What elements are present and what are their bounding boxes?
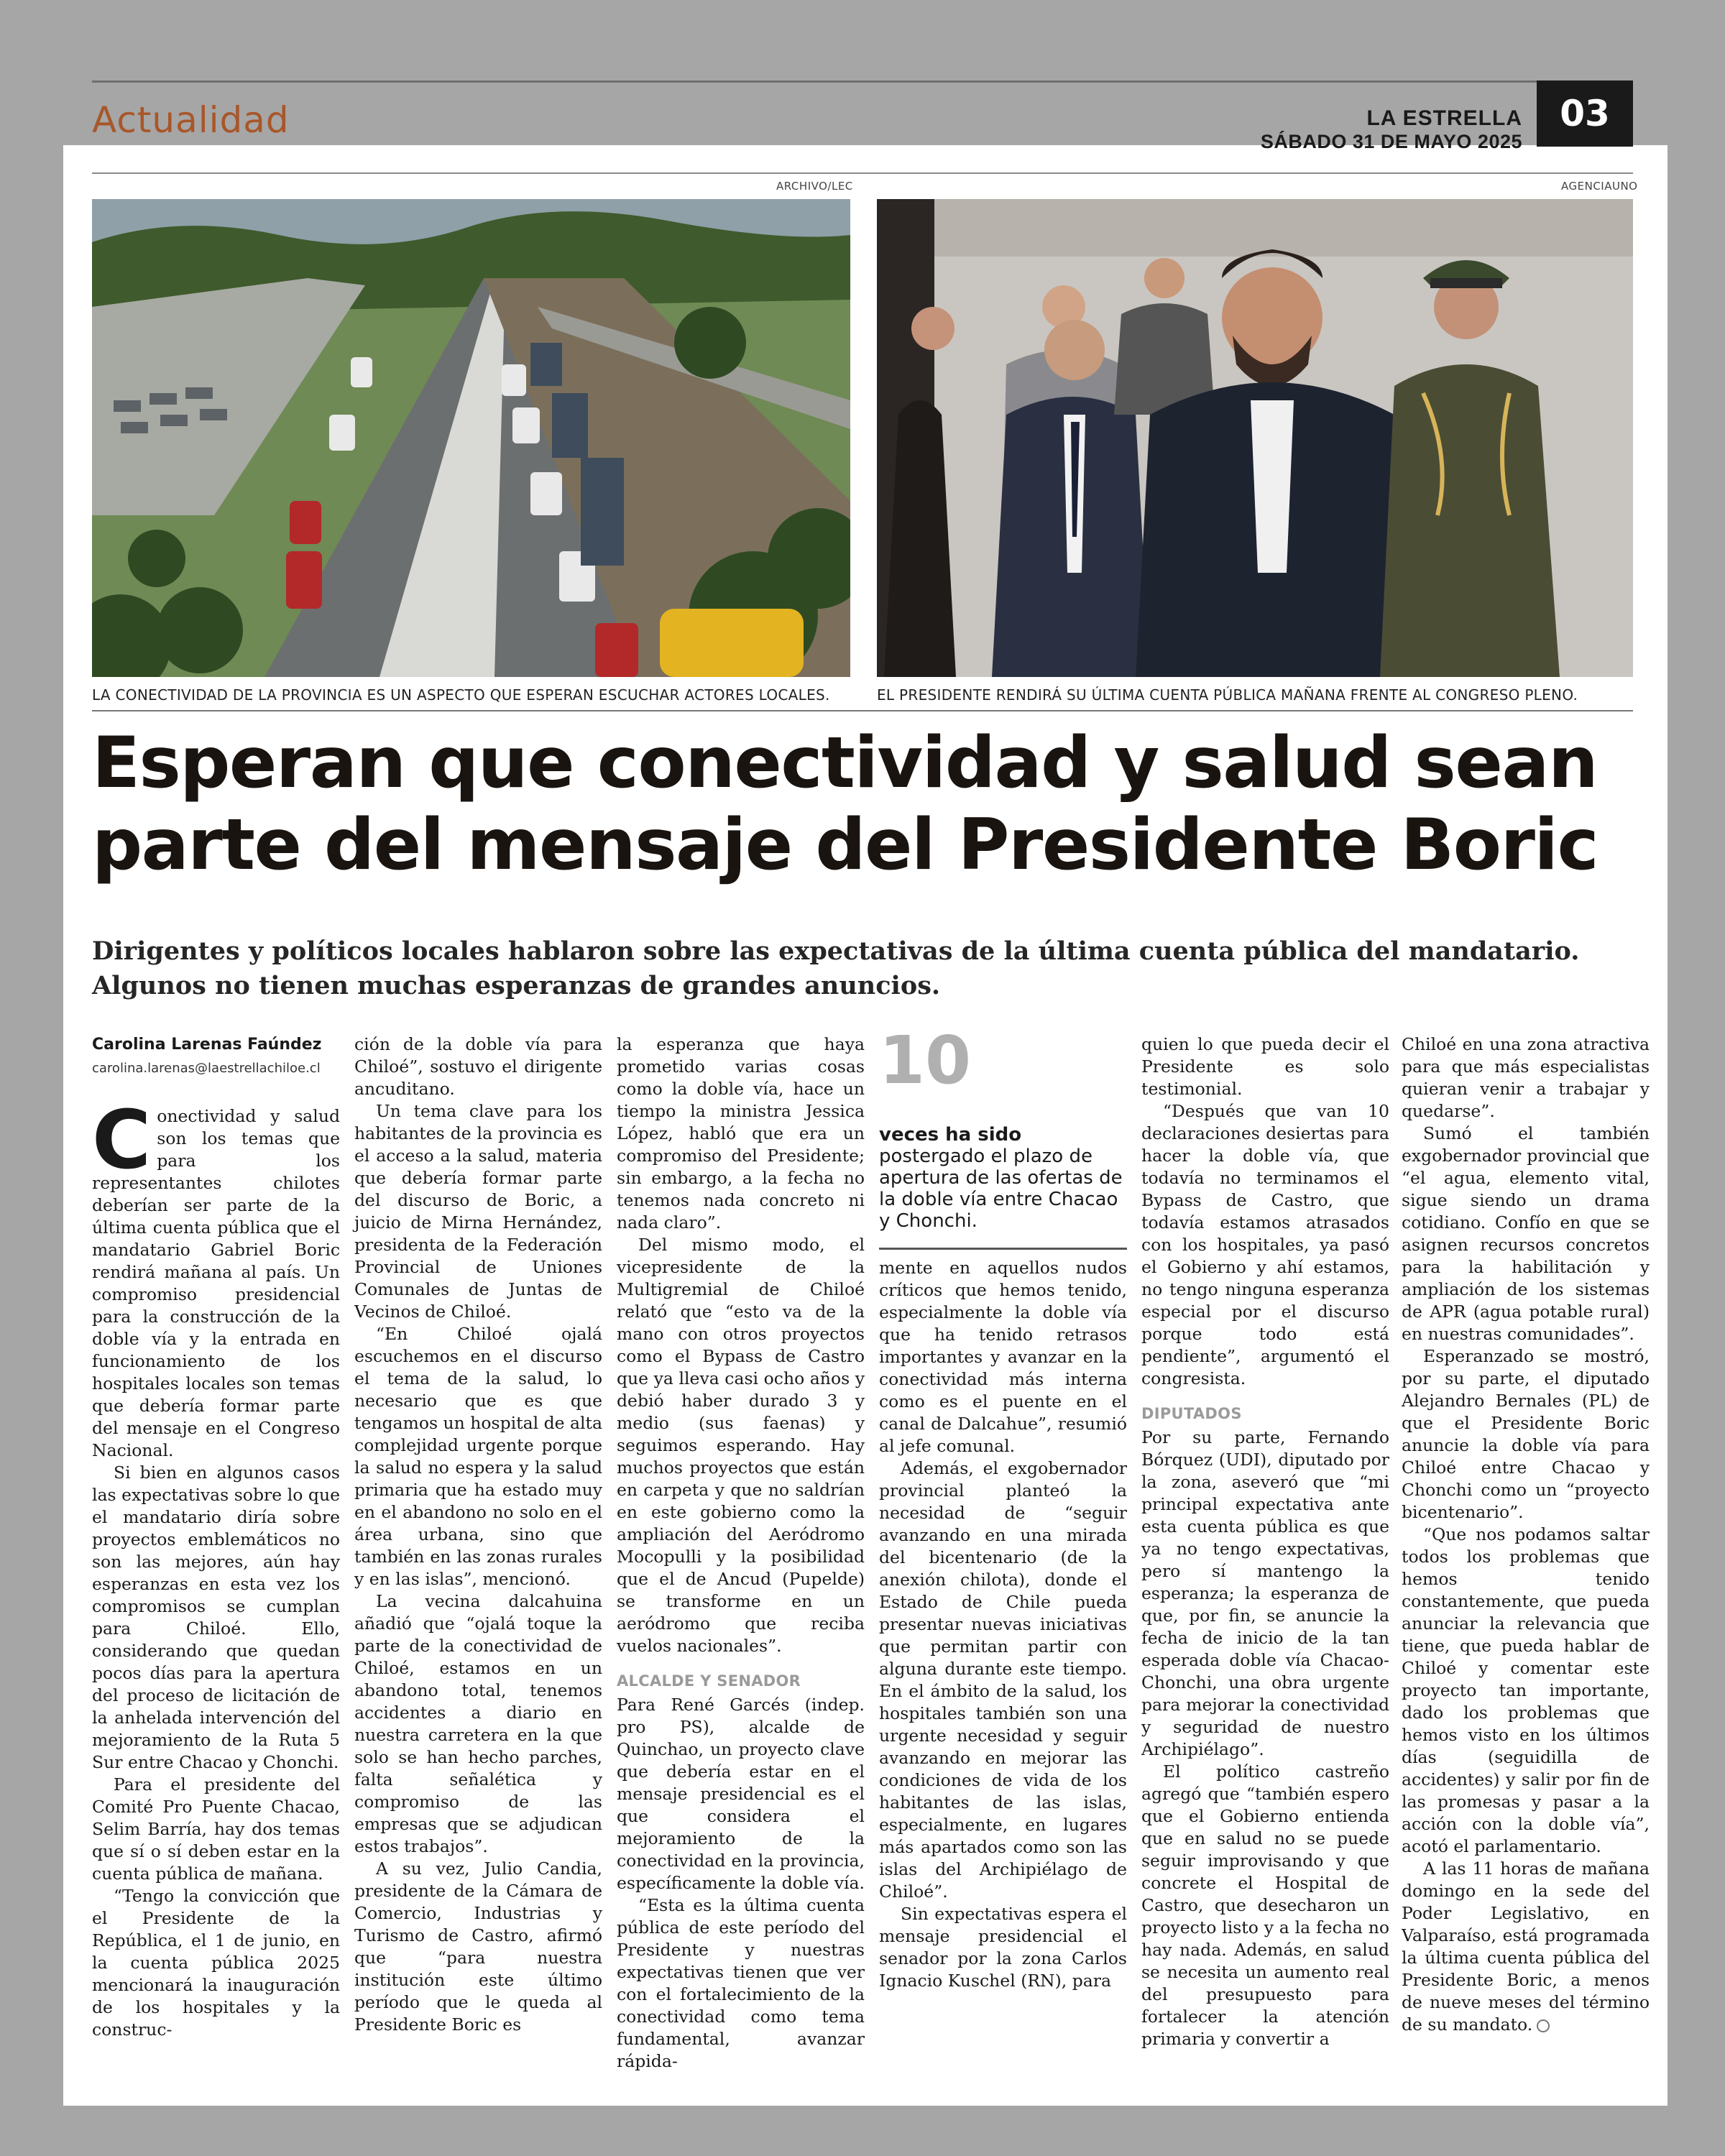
paragraph: Para René Garcés (indep. pro PS), alcalde de Quinchao, un proyecto clave que debería estar en el mensaje presidencial es el que considera el mejoramiento de la conectividad en la provincia, específicamente la doble vía. [617,1695,865,1893]
article-column-6 [1402,1033,1650,2036]
drop-cap: C [92,1094,152,1187]
article-column-1 [92,1033,340,2041]
paragraph: “Tengo la convicción que el Presidente de la República, el 1 de junio, en la cuenta pública 2025 mencionará la inauguración de los hospitales y la construc- [92,1886,340,2040]
paragraph [92,1094,340,1462]
paragraph: Sin expectativas espera el mensaje presidencial el senador por la zona Carlos Ignacio Kuschel (RN), para [879,1904,1127,1991]
road-traffic-photo [92,199,850,677]
president-photo [877,199,1633,677]
paragraph [1402,1858,1650,2036]
photo-credit-left: ARCHIVO/LEC [776,180,853,193]
issue-date: SÁBADO 31 DE MAYO 2025 [1260,131,1522,152]
paragraph: A su vez, Julio Candia, presidente de la Cámara de Comercio, Industrias y Turismo de Castro, afirmó que “para nuestra institución este último período que le queda al Presidente Boric es [354,1858,602,2035]
article-column-3 [617,1033,865,2073]
paragraph: Por su parte, Fernando Bórquez (UDI), diputado por la zona, aseveró que “mi principal expectativa ante esta cuenta pública es que ya no tengo expectativas, pero sí mantengo la esperanza; la esperanza de que, por fin, se anuncie la fecha de inicio de la tan esperada doble vía Chacao-Chonchi, una obra urgente para mejorar la conectividad y seguridad de nuestro Archipiélago”. [1141,1427,1389,1759]
paragraph: “Que nos podamos saltar todos los problemas que hemos tenido constantemente, que pueda anunciar la relevancia que tiene, que pueda hablar de Chiloé y comentar este proyecto tan importante, dado los problemas que hemos visto en los últimos días (seguidilla de accidentes) y salir por fin de las promesas y pasar a la acción con la doble vía”, acotó el parlamentario. [1402,1524,1650,1856]
page-number: 03 [1537,80,1633,147]
paragraph: quien lo que pueda decir el Presidente es solo testimonial. [1141,1034,1389,1099]
top-rule [92,80,1633,83]
stat-text: postergado el plazo de apertura de las ofertas de la doble vía entre Chacao y Chonchi. [879,1146,1123,1232]
paragraph: El político castreño agregó que “también espero que el Gobierno entienda que en salud no se puede seguir improvisando y que concrete el Hospital de Castro, que desecharon un proyecto listo y a la fecha no hay nada. Además, en salud se necesita un aumento real del presupuesto para fortalecer la atención primaria y convertir a [1141,1761,1389,2049]
paragraph: mente en aquellos nudos críticos que hemos tenido, especialmente la doble vía que ha tenido retrasos importantes y avanzar en la conectividad más interna como es el puente en el canal de Dalcahue”, resumió al jefe comunal. [879,1258,1127,1456]
headline: Esperan que conectividad y salud sean parte del mensaje del Presidente Boric [92,722,1598,886]
paragraph: “En Chiloé ojalá escuchemos en el discurso el tema de la salud, lo necesario que es que tengamos un hospital de alta complejidad urgente porque la salud no espera y la salud primaria que ha estado muy en el abandono no solo en el área urbana, sino que también en las zonas rurales y en las islas”, mencionó. [354,1324,602,1589]
paragraph: La vecina dalcahuina añadió que “ojalá toque la parte de la conectividad de Chiloé, estamos en un abandono total, tenemos accidentes a diario en nuestra carretera en la que solo se han hecho parches, falta señalética y compromiso de las empresas que se adjudican estos trabajos”. [354,1591,602,1856]
subhead-diputados: DIPUTADOS [1141,1405,1242,1422]
stat-divider [879,1248,1127,1250]
paragraph: Esperanzado se mostró, por su parte, el diputado Alejandro Bernales (PL) de que el Presidente Boric anuncie la doble vía para Chiloé entre Chacao y Chonchi como un “proyecto bicentenario”. [1402,1346,1650,1522]
paragraph: Un tema clave para los habitantes de la provincia es el acceso a la salud, materia que debería formar parte del discurso de Boric, a juicio de Mirna Hernández, presidenta de la Federación Provincial de Uniones Comunales de Juntas de Vecinos de Chiloé. [354,1101,602,1322]
photo-caption-right: EL PRESIDENTE RENDIRÁ SU ÚLTIMA CUENTA PÚBLICA MAÑANA FRENTE AL CONGRESO PLENO. [877,686,1578,704]
paragraph-text: A las 11 horas de mañana domingo en la sede del Poder Legislativo, en Valparaíso, está programada la última cuenta pública del Presidente Boric, a menos de nueve meses del término de su mandato. [1402,1858,1650,2035]
paragraph: Sumó el también exgobernador provincial que “el agua, elemento vital, sigue siendo un drama cotidiano. Confío en que se asignen recursos concretos para la habilitación y ampliación de los sistemas de APR (agua potable rural) en nuestras comunidades”. [1402,1123,1650,1344]
header-rule [92,172,1633,174]
road-traffic-illustration [92,199,850,677]
paragraph: Para el presidente del Comité Pro Puente Chacao, Selim Barría, hay dos temas que sí o sí deben estar en la cuenta pública de mañana. [92,1774,340,1884]
subhead-alcalde-senador: ALCALDE Y SENADOR [617,1672,801,1690]
paragraph: “Esta es la última cuenta pública de este período del Presidente y nuestras expectativas tienen que ver con el fortalecimiento de la conectividad como tema fundamental, avanzar rápida- [617,1895,865,2071]
section-label: Actualidad [92,99,290,141]
stat-number: 10 [879,1022,972,1099]
article-column-4 [879,1022,1127,1992]
photo-credit-right: AGENCIAUNO [1561,180,1638,193]
article-column-2 [354,1033,602,2036]
paragraph: Además, el exgobernador provincial planteó la necesidad de “seguir avanzando en una mirada del bicentenario (de la anexión chilota), donde el Estado de Chile pueda presentar nuevas iniciativas que permitan partir con alguna durante este tiempo. En el ámbito de la salud, los hospitales también son una urgente necesidad y seguir avanzando en mejorar las condiciones de vida de los habitantes de las islas, especialmente, en lugares más apartados como son las islas del Archipiélago de Chiloé”. [879,1458,1127,1902]
stat-lead: veces ha sido [879,1124,1022,1146]
paragraph: la esperanza que haya prometido varias cosas como la doble vía, hace un tiempo la ministra Jessica López, habló que era un compromiso del Presidente; sin embargo, a la fecha no tenemos nada concreto ni nada claro”. [617,1034,865,1233]
article-column-5 [1141,1033,1389,2050]
paragraph: Del mismo modo, el vicepresidente de la Multigremial de Chiloé relató que “esto va de la mano con otros proyectos como el Bypass de Castro que ya lleva casi ocho años y debió haber durado 3 y medio (sus faenas) y seguimos esperando. Hay muchos proyectos que están en carpeta y que no saldrían en este gobierno como la ampliación del Aeródromo Mocopulli y la posibilidad que el de Ancud (Pupelde) se transforme en un aeródromo que reciba vuelos nacionales”. [617,1235,865,1656]
end-of-article-icon [1537,2019,1550,2032]
byline-email[interactable]: carolina.larenas@laestrellachiloe.cl [92,1061,321,1076]
paragraph: Chiloé en una zona atractiva para que más especialistas quieran venir a trabajar y quedarse”. [1402,1034,1650,1121]
caption-rule [92,710,1633,711]
newspaper-name: LA ESTRELLA [1366,106,1522,130]
paragraph: “Después que van 10 declaraciones desiertas para hacer la doble vía, que todavía no terminamos el Bypass de Castro, que todavía estamos atrasados con los hospitales, ya pasó el Gobierno y ahí estamos, no tengo ninguna esperanza especial por el discurso porque todo está pendiente”, argumentó el congresista. [1141,1101,1389,1388]
deck: Dirigentes y políticos locales hablaron sobre las expectativas de la última cuenta pública del mandatario. Algunos no tienen muchas esperanzas de grandes anuncios. [92,936,1580,1000]
byline-name: Carolina Larenas Faúndez [92,1036,322,1054]
paragraph: Si bien en algunos casos las expectativas sobre lo que el mandatario diría sobre proyectos emblemáticos no son las mejores, aún hay esperanzas en esta vez los compromisos se cumplan para Chiloé. Ello, considerando que quedan pocos días para la apertura del proceso de licitación de la anhelada intervención del mejoramiento de la Ruta 5 Sur entre Chacao y Chonchi. [92,1462,340,1772]
paragraph: ción de la doble vía para Chiloé”, sostuvo el dirigente ancuditano. [354,1034,602,1099]
photo-caption-left: LA CONECTIVIDAD DE LA PROVINCIA ES UN ASPECTO QUE ESPERAN ESCUCHAR ACTORES LOCALES. [92,686,830,704]
president-illustration [877,199,1633,677]
paragraph-text: onectividad y salud son los temas que para los representantes chilotes deberían ser parte de la última cuenta pública que el mandatario Gabriel Boric rendirá mañana al país. Un compromiso presidencial para la construcción de la doble vía y la entrada en funcionamiento de los hospitales locales son temas que debería formar parte del mensaje en el Congreso Nacional. [92,1106,340,1460]
masthead [1261,106,1522,153]
